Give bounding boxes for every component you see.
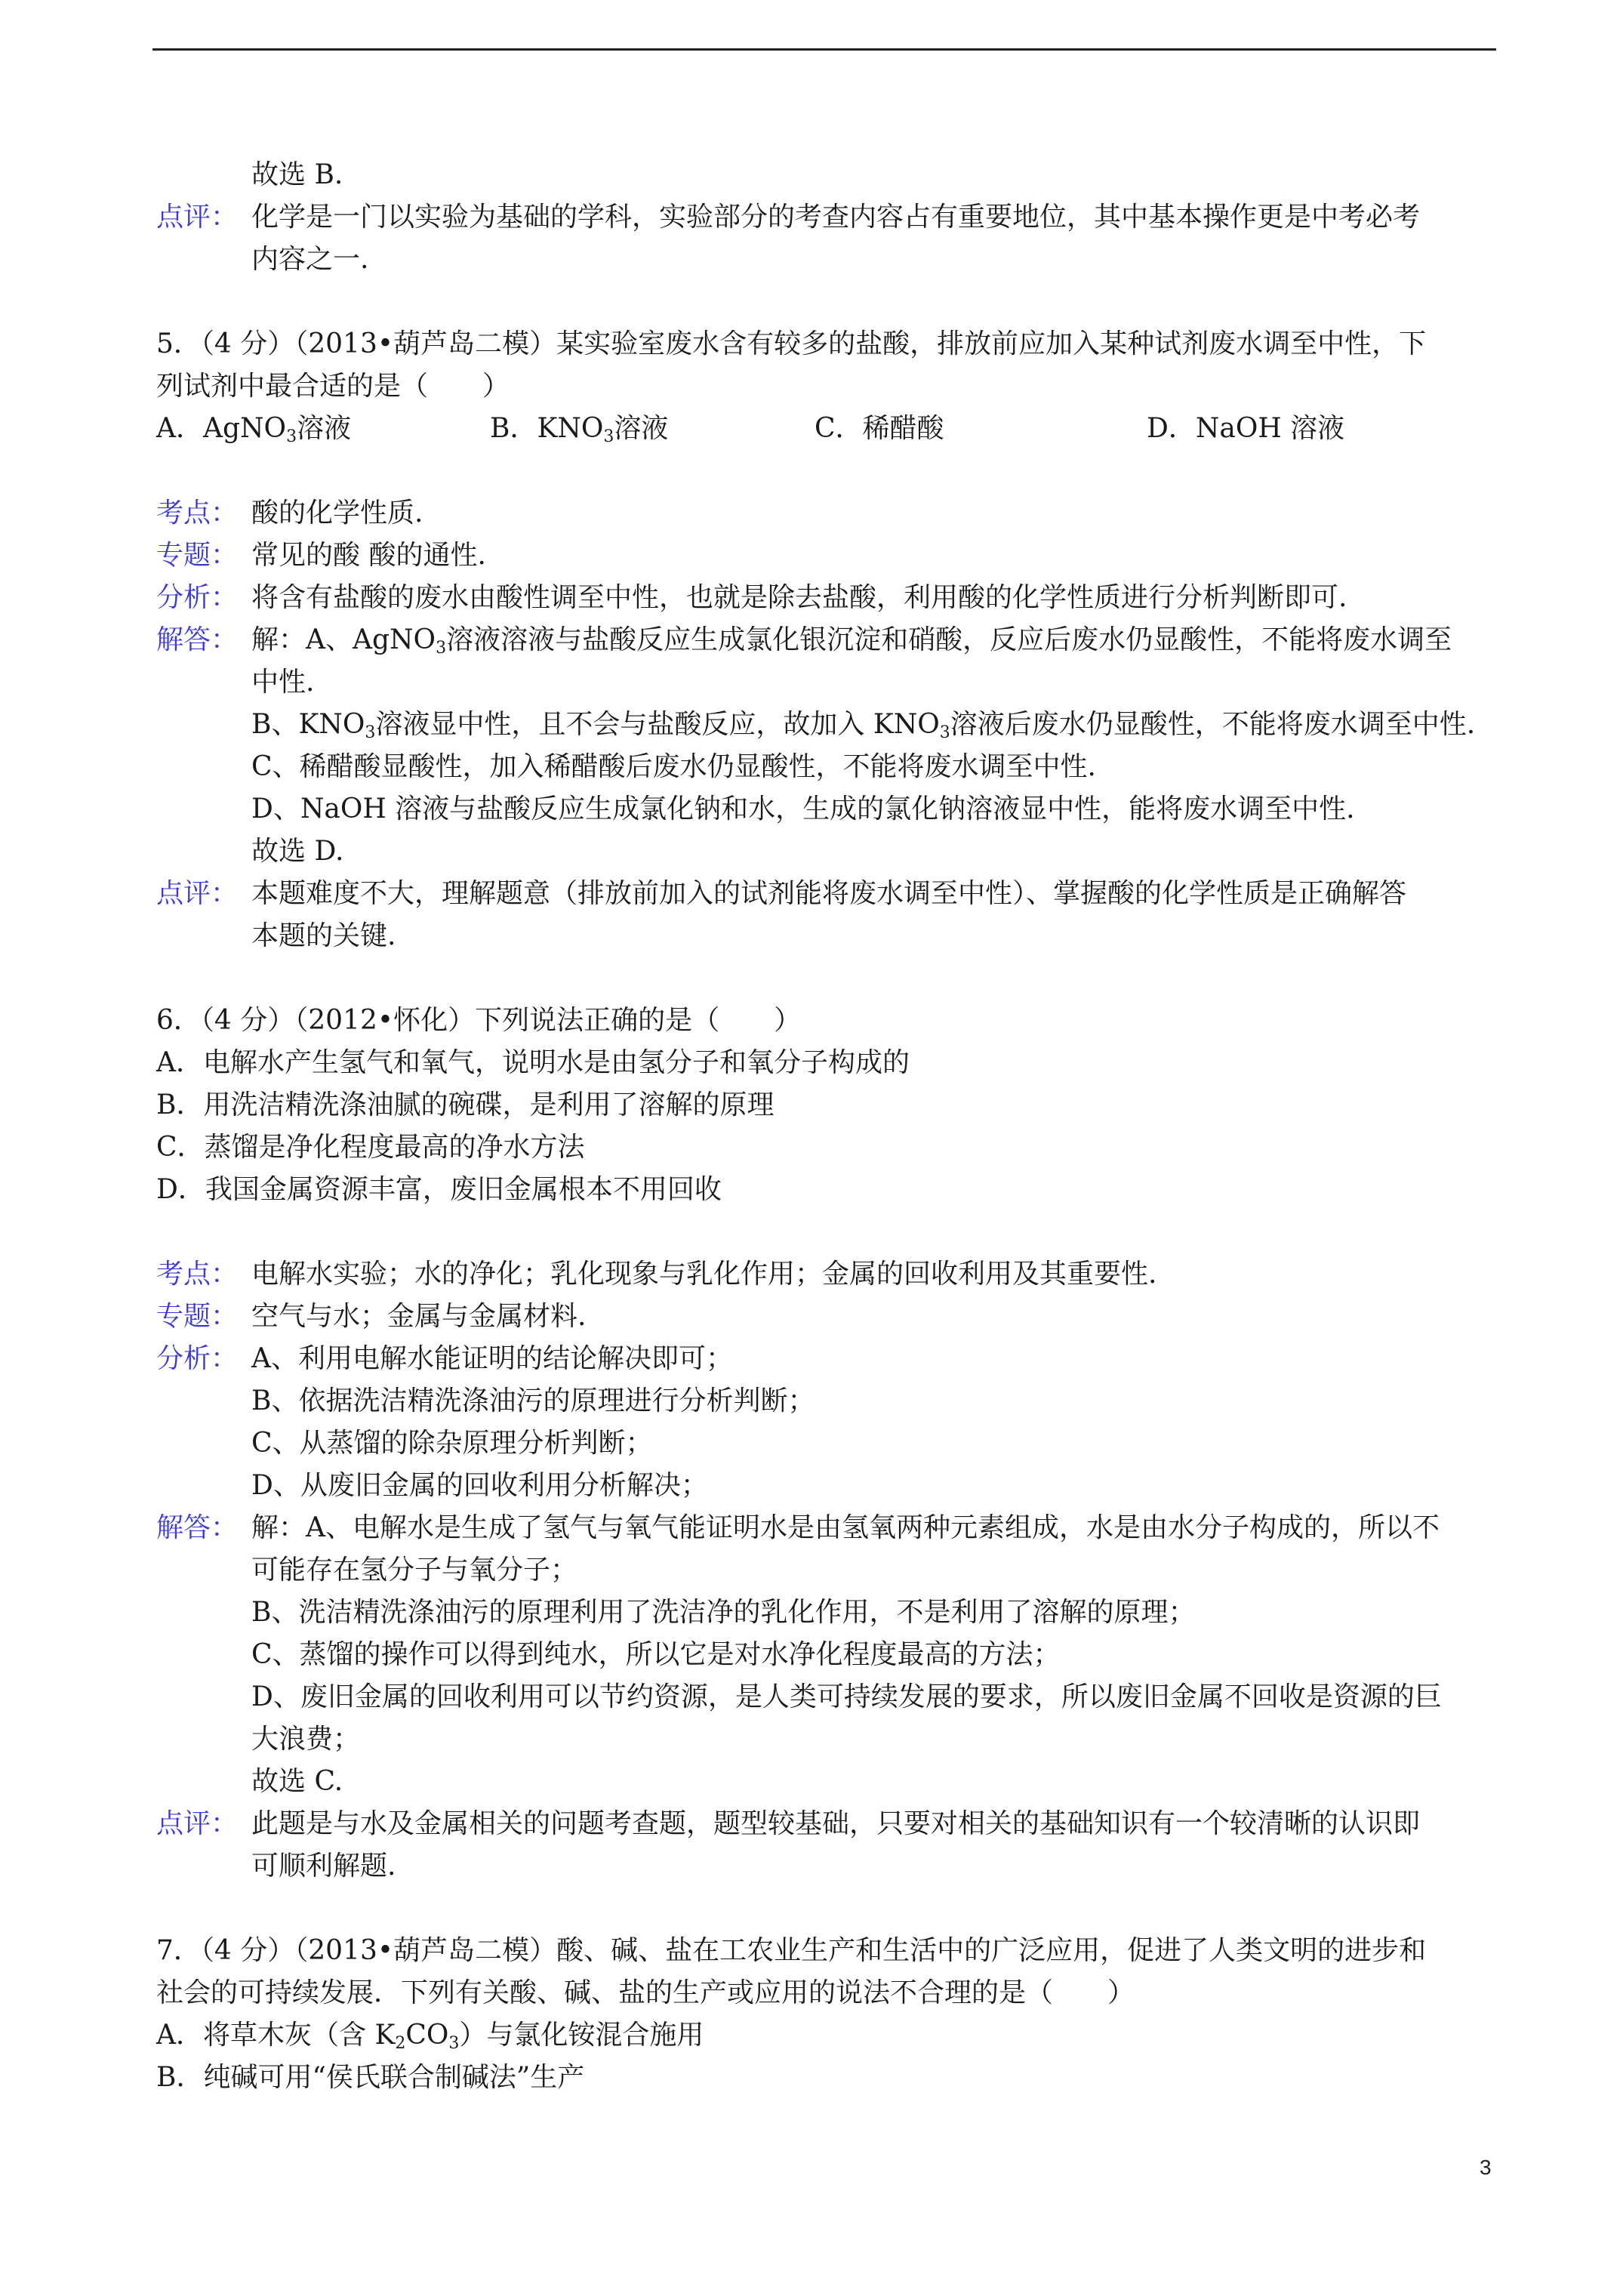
q6-jieda-label: 解答： xyxy=(156,1512,239,1543)
q4-dianping-line1: 化学是一门以实验为基础的学科，实验部分的考查内容占有重要地位，其中基本操作更是中考必考 xyxy=(251,202,1421,233)
q5-kaodian-label: 考点： xyxy=(156,498,239,529)
q6-stem: 6．（4 分）（2012•怀化）下列说法正确的是（ ） xyxy=(156,1005,802,1036)
q5-choice: 故选 D. xyxy=(251,836,344,867)
q5-stem-line2: 列试剂中最合适的是（ ） xyxy=(156,371,510,402)
q7-option-b: B．纯碱可用“侯氏联合制碱法”生产 xyxy=(156,2062,585,2093)
q6-jieda-4: C、蒸馏的操作可以得到纯水，所以它是对水净化程度最高的方法； xyxy=(251,1639,1061,1670)
q5-zhuanti: 常见的酸 酸的通性. xyxy=(251,540,486,571)
q6-option-d: D．我国金属资源丰富，废旧金属根本不用回收 xyxy=(156,1174,722,1205)
q5-zhuanti-label: 专题： xyxy=(156,540,239,571)
header-rule xyxy=(152,48,1496,51)
q5-kaodian: 酸的化学性质. xyxy=(251,498,423,529)
q5-fenxi-label: 分析： xyxy=(156,582,239,613)
q6-dianping-line2: 可顺利解题. xyxy=(251,1851,396,1881)
q6-option-a: A．电解水产生氢气和氧气，说明水是由氢分子和氧分子构成的 xyxy=(156,1047,910,1078)
q6-jieda-2: 可能存在氢分子与氧分子； xyxy=(251,1555,578,1586)
q6-fenxi-2: B、依据洗洁精洗涤油污的原理进行分析判断； xyxy=(251,1385,815,1416)
q5-dianping-line2: 本题的关键. xyxy=(251,920,396,951)
q5-option-c: C．稀醋酸 xyxy=(815,413,944,444)
q6-dianping-line1: 此题是与水及金属相关的问题考查题，题型较基础，只要对相关的基础知识有一个较清晰的认识即 xyxy=(251,1808,1421,1839)
q5-fenxi: 将含有盐酸的废水由酸性调至中性，也就是除去盐酸，利用酸的化学性质进行分析判断即可. xyxy=(251,582,1347,613)
q5-dianping-line1: 本题难度不大，理解题意（排放前加入的试剂能将废水调至中性）、掌握酸的化学性质是正确解答 xyxy=(251,878,1407,909)
q5-jieda-c: C、稀醋酸显酸性，加入稀醋酸后废水仍显酸性，不能将废水调至中性. xyxy=(251,751,1096,782)
q4-dianping-line2: 内容之一. xyxy=(251,244,369,275)
q6-fenxi-label: 分析： xyxy=(156,1343,239,1374)
page-number: 3 xyxy=(1480,2156,1492,2179)
q6-jieda-6: 大浪费； xyxy=(251,1724,361,1755)
q5-option-b: B．$KNO_3$溶液 xyxy=(490,413,669,446)
q7-stem-line1: 7．（4 分）（2013•葫芦岛二模）酸、碱、盐在工农业生产和生活中的广泛应用，促进了人类文明的进步和 xyxy=(156,1935,1427,1966)
q4-choice: 故选 B. xyxy=(251,159,343,190)
q6-fenxi-4: D、从废旧金属的回收利用分析解决； xyxy=(251,1470,708,1501)
q6-zhuanti: 空气与水；金属与金属材料. xyxy=(251,1301,587,1332)
q6-jieda-5: D、废旧金属的回收利用可以节约资源，是人类可持续发展的要求，所以废旧金属不回收是资源的巨 xyxy=(251,1681,1442,1712)
q4-dianping-label: 点评： xyxy=(156,202,239,233)
q5-option-d: D．NaOH 溶液 xyxy=(1147,413,1345,444)
q6-option-b: B．用洗洁精洗涤油腻的碗碟，是利用了溶解的原理 xyxy=(156,1089,775,1120)
q7-option-a: A．将草木灰（含 $K_2CO_3$）与氯化铵混合施用 xyxy=(156,2020,704,2053)
q6-dianping-label: 点评： xyxy=(156,1808,239,1839)
q5-jieda-a: 解：A、AgNO$_3$溶液溶液与盐酸反应生成氯化银沉淀和硝酸，反应后废水仍显酸性，不能将废水调至 xyxy=(251,624,1452,658)
q6-fenxi-1: A、利用电解水能证明的结论解决即可； xyxy=(251,1343,733,1374)
q5-jieda-b: B、$KNO_3$溶液显中性，且不会与盐酸反应，故加入 $KNO_3$溶液后废水仍显酸性，不能将废水调至中性. xyxy=(251,709,1476,742)
q6-jieda-3: B、洗洁精洗涤油污的原理利用了洗洁净的乳化作用，不是利用了溶解的原理； xyxy=(251,1597,1196,1628)
q6-option-c: C．蒸馏是净化程度最高的净水方法 xyxy=(156,1132,585,1163)
q7-stem-line2: 社会的可持续发展．下列有关酸、碱、盐的生产或应用的说法不合理的是（ ） xyxy=(156,1977,1135,2008)
q6-kaodian: 电解水实验；水的净化；乳化现象与乳化作用；金属的回收利用及其重要性. xyxy=(251,1259,1157,1290)
q6-zhuanti-label: 专题： xyxy=(156,1301,239,1332)
q5-jieda-a2: 中性. xyxy=(251,667,315,698)
q6-fenxi-3: C、从蒸馏的除杂原理分析判断； xyxy=(251,1428,653,1459)
q6-jieda-1: 解：A、电解水是生成了氢气与氧气能证明水是由氢氧两种元素组成，水是由水分子构成的，所以不 xyxy=(251,1512,1440,1543)
q6-choice: 故选 C. xyxy=(251,1766,343,1797)
q6-kaodian-label: 考点： xyxy=(156,1259,239,1290)
q5-jieda-label: 解答： xyxy=(156,624,239,655)
q5-dianping-label: 点评： xyxy=(156,878,239,909)
q5-jieda-d: D、NaOH 溶液与盐酸反应生成氯化钠和水，生成的氯化钠溶液显中性，能将废水调至中性. xyxy=(251,794,1355,824)
q5-option-a: A．AgNO$_3$溶液 xyxy=(156,413,352,446)
q5-stem-line1: 5．（4 分）（2013•葫芦岛二模）某实验室废水含有较多的盐酸，排放前应加入某种试剂废水调至中性，下 xyxy=(156,328,1427,359)
